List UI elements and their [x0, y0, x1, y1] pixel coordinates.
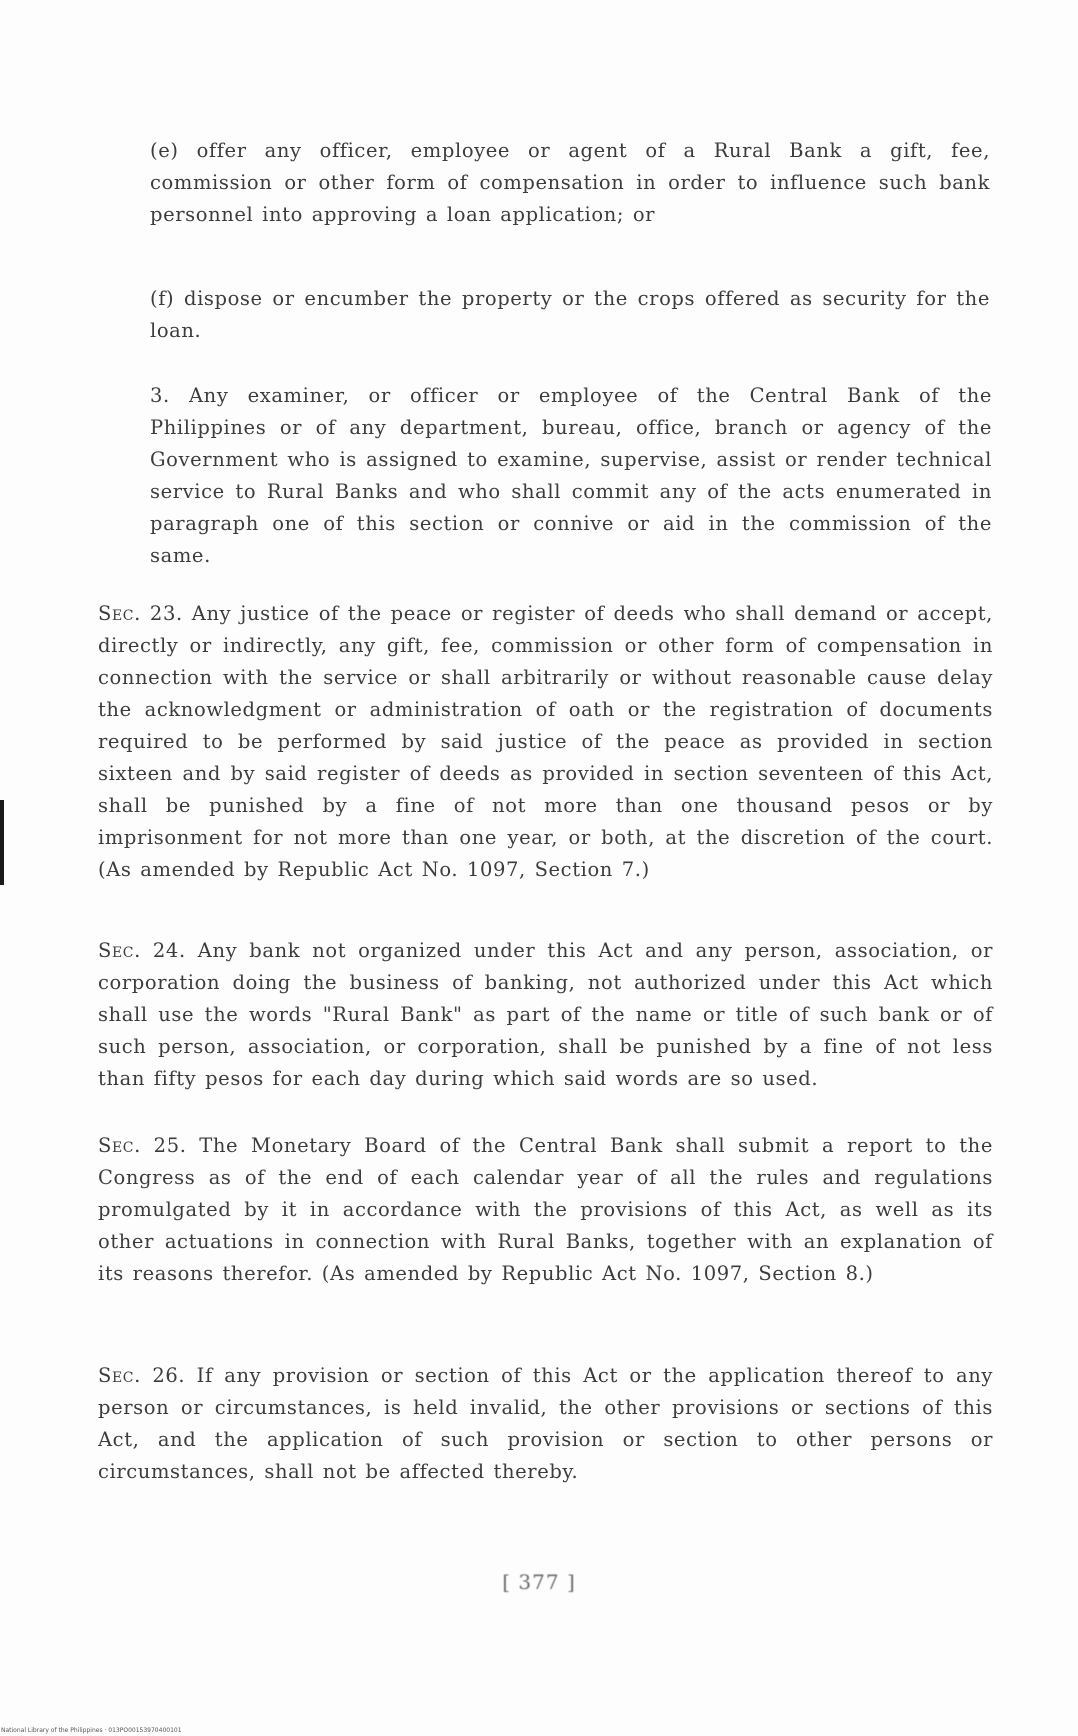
- section-25-label: Sec. 25.: [98, 1134, 187, 1157]
- paragraph-3-text: Any examiner, or officer or employee of the Central Bank of the Philippines or of any department, bureau, office, branch or agency of the Government who is assigned to examine, supervise, assist or render technical service to Rural Banks and who shall commit any of the acts enumerated in paragraph one of this section or connive or aid in the commission of the same.: [150, 384, 992, 567]
- section-23: [98, 598, 993, 886]
- section-24: [98, 935, 993, 1095]
- section-26-label: Sec. 26.: [98, 1364, 186, 1387]
- clause-f-marker: (f): [150, 287, 175, 310]
- page-number: [ 377 ]: [502, 1570, 576, 1594]
- section-23-label: Sec. 23.: [98, 602, 183, 625]
- section-25: [98, 1130, 993, 1290]
- clause-e-text: offer any officer, employee or agent of a Rural Bank a gift, fee, commission or other form of compensation in order to influence such bank personnel into approving a loan application; or: [150, 139, 990, 226]
- scan-edge-mark: [0, 800, 4, 885]
- section-26-text: If any provision or section of this Act or the application thereof to any person or circumstances, is held invalid, the other provisions or sections of this Act, and the application of such provision or section to other persons or circumstances, shall not be affected thereby.: [98, 1364, 993, 1483]
- section-23-text: Any justice of the peace or register of deeds who shall demand or accept, directly or indirectly, any gift, fee, commission or other form of compensation in connection with the service or shall arbitrarily or without reasonable cause delay the acknowledgment or administration of oath or the registration of documents required to be performed by said justice of the peace as provided in section sixteen and by said register of deeds as provided in section seventeen of this Act, shall be punished by a fine of not more than one thousand pesos or by imprisonment for not more than one year, or both, at the discretion of the court. (As amended by Republic Act No. 1097, Section 7.): [98, 602, 993, 881]
- section-26: [98, 1360, 993, 1488]
- clause-e-marker: (e): [150, 139, 179, 162]
- clause-f-text: dispose or encumber the property or the crops offered as security for the loan.: [150, 287, 990, 342]
- paragraph-3-marker: 3.: [150, 384, 170, 407]
- section-25-text: The Monetary Board of the Central Bank shall submit a report to the Congress as of the end of each calendar year of all the rules and regulations promulgated by it in accordance with the provisions of this Act, as well as its other actuations in connection with Rural Banks, together with an explanation of its reasons therefor. (As amended by Republic Act No. 1097, Section 8.): [98, 1134, 993, 1285]
- clause-e: [150, 135, 990, 231]
- paragraph-3: [150, 380, 992, 572]
- section-24-text: Any bank not organized under this Act and any person, association, or corporation doing the business of banking, not authorized under this Act which shall use the words "Rural Bank" as part of the name or title of such bank or of such person, association, or corporation, shall be punished by a fine of not less than fifty pesos for each day during which said words are so used.: [98, 939, 994, 1090]
- footer-credit: National Library of the Philippines · 013PO00153970400101: [1, 1727, 182, 1734]
- section-24-label: Sec. 24.: [98, 939, 186, 962]
- clause-f: [150, 283, 990, 347]
